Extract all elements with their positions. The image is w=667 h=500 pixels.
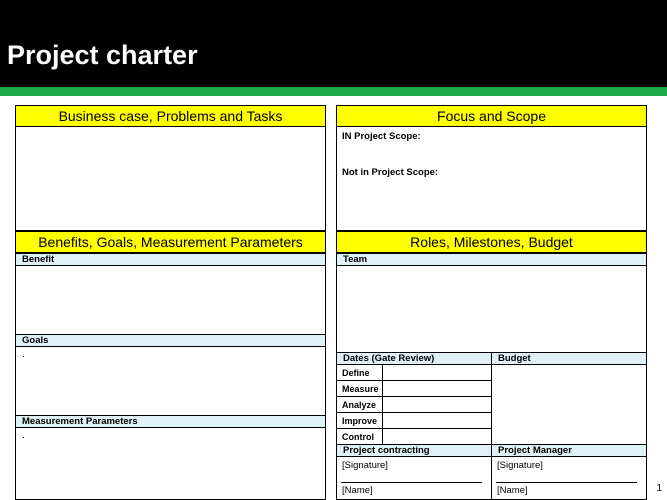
signature-divider [491,457,492,500]
gate-row [336,429,491,444]
gate-date-cell[interactable] [382,397,491,412]
manager-signature-field[interactable]: [Signature] [497,460,543,471]
roles-header: Roles, Milestones, Budget [336,231,647,253]
contracting-signature-line [341,482,482,483]
gate-label: Improve [342,416,378,426]
gate-row [336,413,491,429]
manager-name-field[interactable]: [Name] [497,485,528,496]
measurement-content[interactable] [17,429,324,498]
measurement-bullet: · [22,432,26,443]
page-number: 1 [656,483,662,494]
contracting-signature-field[interactable]: [Signature] [342,460,388,471]
benefit-content[interactable] [17,267,324,333]
goals-bullet: · [22,351,26,362]
team-subheader: Team [336,253,647,266]
goals-content[interactable] [17,348,324,414]
gate-label: Control [342,432,374,442]
budget-content[interactable] [493,366,645,443]
gate-label: Measure [342,384,379,394]
gate-date-cell[interactable] [382,429,491,444]
gate-row [336,381,491,397]
gate-date-cell[interactable] [382,381,491,396]
benefit-subheader: Benefit [15,253,326,266]
manager-subheader: Project Manager [491,444,647,457]
page-title: Project charter [7,40,198,70]
manager-signature-line [496,482,637,483]
gate-label: Analyze [342,400,377,410]
gate-row [336,365,491,381]
gate-label: Define [342,368,370,378]
benefits-header: Benefits, Goals, Measurement Parameters [15,231,326,253]
team-content[interactable] [338,267,645,351]
goals-subheader: Goals [15,334,326,347]
not-in-scope-label: Not in Project Scope: [342,167,439,178]
measurement-subheader: Measurement Parameters [15,415,326,428]
business-case-content[interactable] [17,128,324,229]
budget-subheader: Budget [491,352,647,365]
gate-row [336,397,491,413]
contracting-subheader: Project contracting [336,444,492,457]
gate-date-cell[interactable] [382,365,491,380]
business-case-header: Business case, Problems and Tasks [15,105,326,127]
gate-table [336,365,492,444]
accent-stripe [0,87,667,96]
gate-date-cell[interactable] [382,413,491,428]
in-scope-label: IN Project Scope: [342,131,421,142]
contracting-name-field[interactable]: [Name] [342,485,373,496]
focus-scope-header: Focus and Scope [336,105,647,127]
dates-subheader: Dates (Gate Review) [336,352,492,365]
